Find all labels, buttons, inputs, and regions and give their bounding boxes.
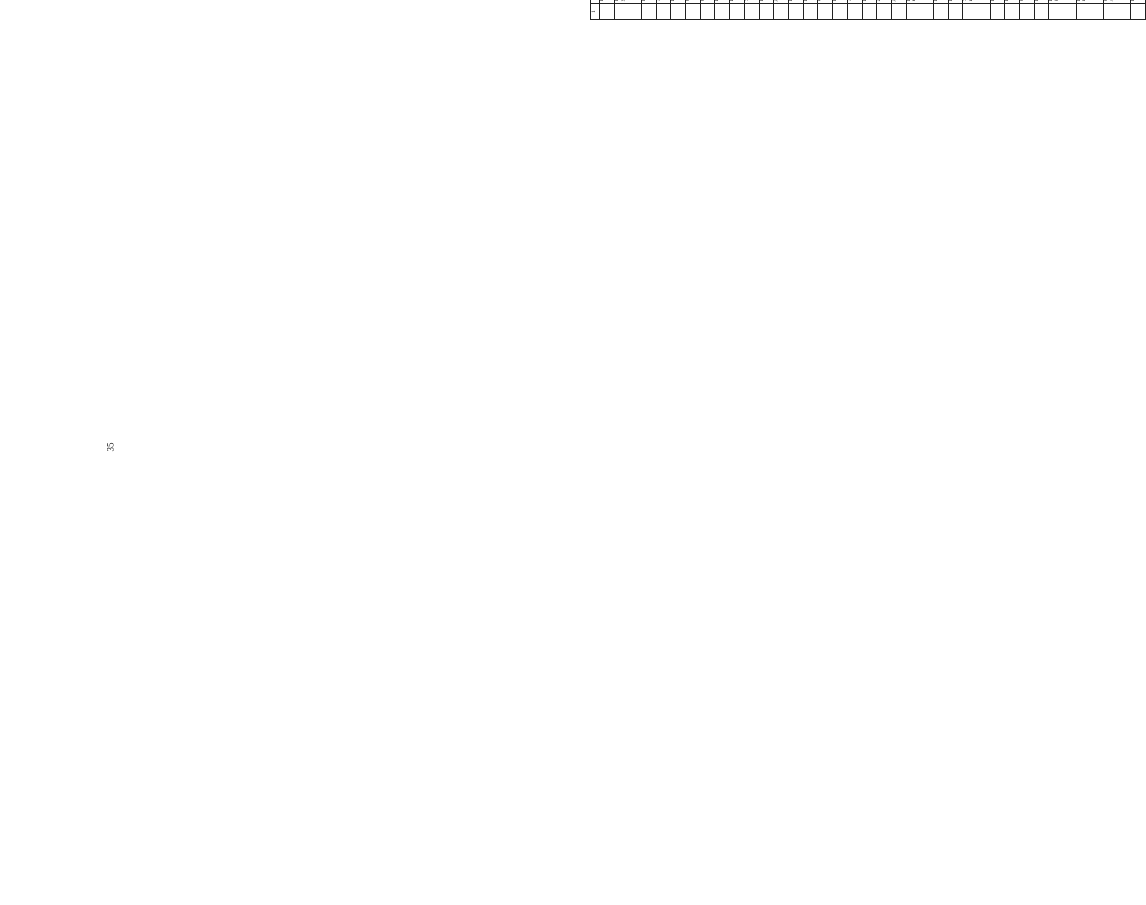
row-name-cell xyxy=(803,0,818,4)
table-row xyxy=(963,0,990,20)
row-name-cell xyxy=(686,0,701,4)
table-row xyxy=(948,0,963,20)
table-row xyxy=(1019,0,1034,20)
row-name-cell xyxy=(641,0,656,4)
page-number: 35 xyxy=(105,442,116,452)
table-cell xyxy=(1019,4,1034,20)
table-cell xyxy=(656,4,671,20)
row-name-cell xyxy=(948,0,963,4)
row-name-cell xyxy=(1076,0,1103,4)
table-cell xyxy=(641,4,656,20)
table-row xyxy=(686,0,701,20)
table-cell xyxy=(818,4,833,20)
row-name-cell xyxy=(730,0,745,4)
table-row xyxy=(1049,0,1076,20)
table-row xyxy=(744,0,759,20)
row-name-cell xyxy=(891,0,906,4)
table-cell xyxy=(948,4,963,20)
row-name-cell xyxy=(833,0,848,4)
table-cell xyxy=(963,4,990,20)
row-name-cell xyxy=(700,0,715,4)
row-name-cell xyxy=(600,0,615,4)
table-cell xyxy=(600,4,615,20)
table-cell xyxy=(1049,4,1076,20)
row-name-cell xyxy=(614,0,641,4)
table-row xyxy=(877,0,892,20)
table-row xyxy=(700,0,715,20)
table-cell xyxy=(759,4,774,20)
row-name-cell xyxy=(656,0,671,4)
table-row xyxy=(933,0,948,20)
table-cell xyxy=(877,4,892,20)
table-cell xyxy=(933,4,948,20)
table-row xyxy=(730,0,745,20)
table-body xyxy=(600,0,1146,20)
table-row xyxy=(1103,0,1130,20)
row-name-cell xyxy=(862,0,877,4)
table-cell xyxy=(906,4,933,20)
row-name-cell xyxy=(788,0,803,4)
row-name-cell xyxy=(1034,0,1049,4)
table-cell xyxy=(1005,4,1020,20)
row-name-cell xyxy=(963,0,990,4)
row-name-cell xyxy=(1049,0,1076,4)
table-cell xyxy=(671,4,686,20)
table-row xyxy=(759,0,774,20)
row-name-cell xyxy=(906,0,933,4)
table-row xyxy=(788,0,803,20)
table-row xyxy=(990,0,1005,20)
table-cell xyxy=(715,4,730,20)
row-name-cell xyxy=(1019,0,1034,4)
row-name-cell xyxy=(818,0,833,4)
table-cell xyxy=(614,4,641,20)
column-number: 1 xyxy=(591,4,600,20)
table-row xyxy=(1034,0,1049,20)
table-row xyxy=(600,0,615,20)
table-row xyxy=(641,0,656,20)
table-row xyxy=(862,0,877,20)
row-name-cell xyxy=(774,0,789,4)
rotated-page xyxy=(590,0,1146,20)
row-name-cell xyxy=(933,0,948,4)
table-cell xyxy=(700,4,715,20)
row-name-cell xyxy=(877,0,892,4)
row-name-cell xyxy=(990,0,1005,4)
table-row xyxy=(803,0,818,20)
table-cell xyxy=(803,4,818,20)
table-cell xyxy=(1076,4,1103,20)
row-name-cell xyxy=(1103,0,1130,4)
table-cell xyxy=(774,4,789,20)
table-cell xyxy=(686,4,701,20)
table-cell xyxy=(744,4,759,20)
table-cell xyxy=(862,4,877,20)
row-name-cell xyxy=(1131,0,1146,4)
table-row xyxy=(818,0,833,20)
table-row xyxy=(847,0,862,20)
table-cell xyxy=(1131,4,1146,20)
table-cell xyxy=(833,4,848,20)
table-row xyxy=(1131,0,1146,20)
table-row xyxy=(715,0,730,20)
row-name-cell xyxy=(744,0,759,4)
row-name-cell xyxy=(1005,0,1020,4)
table-row xyxy=(774,0,789,20)
table-cell xyxy=(990,4,1005,20)
row-name-cell xyxy=(759,0,774,4)
table-row xyxy=(833,0,848,20)
table-row xyxy=(614,0,641,20)
row-name-cell xyxy=(671,0,686,4)
table-cell xyxy=(847,4,862,20)
table-row xyxy=(671,0,686,20)
table-row xyxy=(891,0,906,20)
table-cell xyxy=(1034,4,1049,20)
budget-table xyxy=(590,0,1146,20)
column-number-row xyxy=(591,0,600,20)
table-row xyxy=(1076,0,1103,20)
table-cell xyxy=(788,4,803,20)
table-cell xyxy=(891,4,906,20)
table-row xyxy=(1005,0,1020,20)
row-name-cell xyxy=(847,0,862,4)
table-cell xyxy=(1103,4,1130,20)
table-row xyxy=(906,0,933,20)
row-name-cell xyxy=(715,0,730,4)
table-row xyxy=(656,0,671,20)
table-cell xyxy=(730,4,745,20)
